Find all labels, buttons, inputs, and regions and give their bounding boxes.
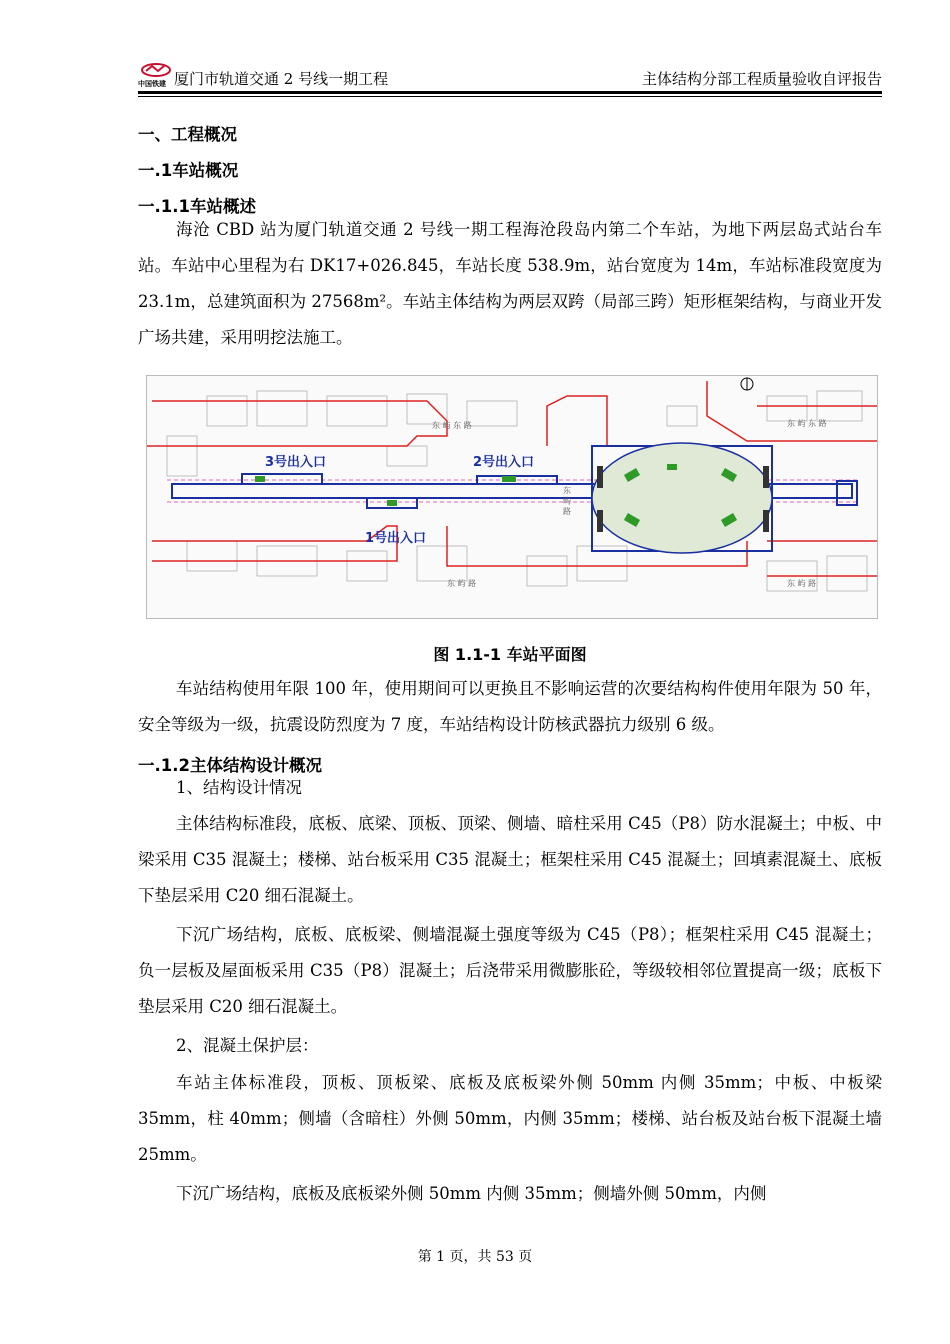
heading-1-1-1: 一.1.1车站概述 — [138, 197, 256, 216]
road-label-top-right: 东 屿 东 路 — [787, 419, 827, 428]
paragraph-service-life: 车站结构使用年限 100 年，使用期间可以更换且不影响运营的次要结构构件使用年限为 50 年，安全等级为一级，抗震设防烈度为 7 度，车站结构设计防核武器抗力级别 6 级。 — [138, 679, 882, 734]
paragraph-main-structure: 主体结构标准段，底板、底梁、顶板、顶梁、侧墙、暗柱采用 C45（P8）防水混凝土；中板、中梁采用 C35 混凝土；楼梯、站台板采用 C35 混凝土；框架柱采用 C45 混凝土；回填素混凝土、底板下垫层采用 C20 细石混凝土。 — [138, 814, 882, 905]
subsection-structural-design: 1、结构设计情况 — [176, 778, 302, 797]
crcc-logo-icon — [138, 62, 174, 88]
paragraph-cover-plaza: 下沉广场结构，底板及底板梁外侧 50mm 内侧 35mm；侧墙外侧 50mm，内侧 — [176, 1184, 767, 1203]
paragraph-cover-main: 车站主体标准段，顶板、顶板梁、底板及底板梁外侧 50mm 内侧 35mm；中板、中板梁 35mm，柱 40mm；侧墙（含暗柱）外侧 50mm，内侧 35mm；楼梯、站台板及站台板下混凝土墙 25mm。 — [138, 1073, 882, 1164]
road-label-bottom: 东 屿 路 — [447, 579, 477, 588]
road-label-bottom-right: 东 屿 路 — [787, 579, 817, 588]
paragraph-overview: 海沧 CBD 站为厦门轨道交通 2 号线一期工程海沧段岛内第二个车站，为地下两层岛式站台车站。车站中心里程为右 DK17+026.845，车站长度 538.9m，站台宽度为 14m，车站标准段宽度为 23.1m，总建筑面积为 27568m²。车站主体结构为两层双跨（局部三跨）矩形框架结构，与商业开发广场共建，采用明挖法施工。 — [138, 220, 882, 347]
heading-1-1: 一.1车站概况 — [138, 161, 239, 180]
page-header — [138, 62, 882, 92]
header-rule-thick — [138, 91, 882, 94]
exit-1-label: 1号出入口 — [365, 531, 427, 546]
north-arrow-icon — [741, 378, 753, 390]
exit-3-label: 3号出入口 — [265, 455, 327, 470]
exit-2-label: 2号出入口 — [473, 455, 535, 470]
road-label-vertical: 东 屿 路 — [562, 486, 572, 516]
svg-text:中国铁建: 中国铁建 — [138, 80, 166, 88]
header-report-title: 主体结构分部工程质量验收自评报告 — [641, 70, 882, 88]
header-project-title: 厦门市轨道交通 2 号线一期工程 — [174, 70, 389, 88]
station-plan-figure — [146, 375, 878, 619]
paragraph-sunken-plaza: 下沉广场结构，底板、底板梁、侧墙混凝土强度等级为 C45（P8）；框架柱采用 C45 混凝土；负一层板及屋面板采用 C35（P8）混凝土；后浇带采用微膨胀砼，等级较相邻位置提高一级；底板下垫层采用 C20 细石混凝土。 — [138, 925, 882, 1016]
road-label-top-left: 东 屿 东 路 — [432, 421, 472, 430]
heading-1-1-2: 一.1.2主体结构设计概况 — [138, 756, 322, 775]
subsection-concrete-cover: 2、混凝土保护层： — [176, 1036, 319, 1055]
page-footer: 第 1 页，共 53 页 — [417, 1249, 533, 1265]
figure-caption: 图 1.1-1 车站平面图 — [433, 645, 587, 664]
station-plan-drawing — [147, 376, 877, 618]
heading-1: 一、工程概况 — [138, 125, 237, 144]
header-rule-thin — [138, 96, 882, 97]
